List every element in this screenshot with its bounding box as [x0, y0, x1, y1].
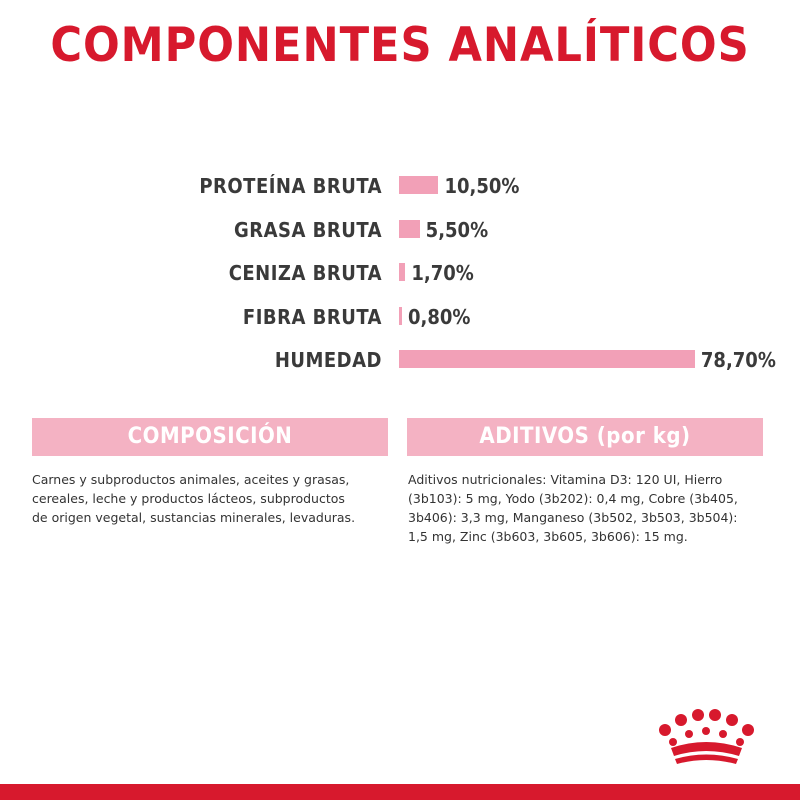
- composicion-header: COMPOSICIÓN: [32, 418, 388, 456]
- category-label: FIBRA BRUTA: [242, 304, 382, 329]
- category-label: GRASA BRUTA: [233, 217, 382, 242]
- category-label: CENIZA BRUTA: [228, 261, 382, 285]
- value-label: 1,70%: [411, 261, 474, 285]
- value-label: 78,70%: [700, 348, 776, 372]
- composicion-text: Carnes y subproductos animales, aceites y grasas, cereales, leche y productos lácteos, subproductos de origen vegetal, sustancias minerales, levaduras.: [32, 472, 356, 525]
- value-bar: [399, 220, 420, 238]
- value-label: 0,80%: [408, 304, 471, 329]
- chart-row: [0, 170, 800, 200]
- brand-footer-band: [0, 784, 800, 800]
- analytic-components-chart: [0, 170, 800, 390]
- chart-row: [0, 301, 800, 331]
- value-bar: [399, 350, 695, 368]
- chart-row: [0, 257, 800, 287]
- value-label: 5,50%: [425, 217, 489, 242]
- category-label: HUMEDAD: [274, 348, 382, 372]
- page-title: COMPONENTES ANALÍTICOS: [50, 18, 750, 73]
- value-label: 10,50%: [444, 174, 520, 198]
- chart-row: [0, 344, 800, 374]
- aditivos-header: ADITIVOS (por kg): [407, 418, 763, 456]
- value-bar: [399, 176, 438, 194]
- aditivos-text: Aditivos nutricionales: Vitamina D3: 120 UI, Hierro (3b103): 5 mg, Yodo (3b202): 0,4 mg, Cobre (3b405, 3b406): 3,3 mg, Manganeso (3b502, 3b503, 3b504): 1,5 mg, Zinc (3b603, 3b605, 3b606): 15 mg.: [408, 472, 738, 544]
- category-label: PROTEÍNA BRUTA: [199, 174, 382, 198]
- crown-logo-icon: [655, 706, 765, 766]
- value-bar: [399, 307, 402, 325]
- value-bar: [399, 263, 405, 281]
- chart-row: [0, 214, 800, 244]
